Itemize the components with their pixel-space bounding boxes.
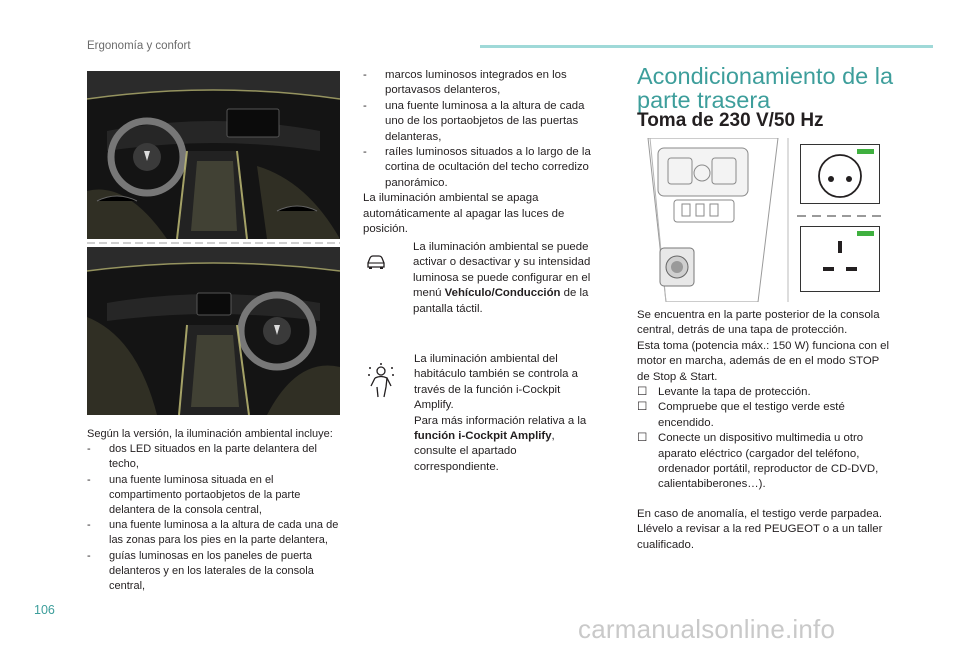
watermark: carmanualsonline.info [578,614,836,644]
anomaly-paragraph: En caso de anomalía, el testigo verde parpadea. [637,507,883,520]
ambient-intro: Según la versión, la iluminación ambiental incluye: [87,428,333,440]
list-item: - dos LED situados en la parte delantera del techo, [87,442,345,472]
service-paragraph: Llévelo a revisar a la red PEUGEOT o a un taller cualificado. [637,523,883,551]
person-icon [366,362,396,400]
socket-separator [797,215,883,217]
function-i-cockpit-amplify: función i-Cockpit Amplify [414,430,552,443]
menu-vehicle: Vehículo [444,287,492,300]
rear-console-illustration [638,138,790,302]
list-item: - guías luminosas en los paneles de puerta delanteros y en los laterales de la consola central, [87,549,345,595]
list-item: - una fuente luminosa situada en el compartimento portaobjetos de la parte delantera de la consola central, [87,473,345,519]
list-item: - raíles luminosos situados a lo largo de la cortina de ocultación del techo corredizo panorámico. [363,145,603,191]
subsection-title: Toma de 230 V/50 Hz [637,110,824,131]
step-item: ☐ Conecte un dispositivo multimedia u otro aparato eléctrico (cargador del teléfono, ordenador portátil, reproductor de CD-DVD, calientabiberones…). [637,432,879,491]
middle-column-text [363,68,603,237]
step-item: ☐ Compruebe que el testigo verde esté encendido. [637,401,845,429]
socket-steps [637,385,893,493]
menu-driving: Conducción [494,287,561,300]
section-title: Acondicionamiento de la parte trasera [637,63,894,113]
cockpit-photo-bottom [87,247,340,415]
step-marker-icon: ☐ [637,386,648,399]
ambient-off-paragraph: La iluminación ambiental se apaga automáticamente al apagar las luces de posición. [363,192,565,236]
car-icon [365,252,387,272]
green-led-indicator [857,231,874,236]
step-item: ☐ Levante la tapa de protección. [637,385,893,400]
step-marker-icon: ☐ [637,432,648,445]
list-item: - una fuente luminosa a la altura de cada una de las zonas para los pies en la parte delantera, [87,518,345,548]
step-marker-icon: ☐ [637,401,648,414]
left-column-text [87,427,345,594]
cockpit-photo-top [87,71,340,239]
right-column-text [637,308,893,553]
list-item: - una fuente luminosa a la altura de cada uno de los portaobjetos de las puertas delanteras, [363,99,603,145]
header-bar [480,45,933,48]
ambient-list-left [87,442,345,594]
socket-flat-pins [800,226,880,292]
socket-round-pins [800,144,880,204]
section-header: Ergonomía y confort [87,40,191,52]
page-number: 106 [34,603,55,617]
photo-separator [87,242,340,244]
note-i-cockpit: La iluminación ambiental del habitáculo también se controla a través de la función i-Cockpit Amplify. Para más información relativa a la función i-Cockpit Amplify, consulte el apartado correspondiente. [414,353,587,473]
list-item: - marcos luminosos integrados en los portavasos delanteros, [363,68,603,99]
ambient-list-middle [363,68,603,191]
socket-power: Esta toma (potencia máx.: 150 W) funciona con el motor en marcha, además de en el modo STOP de Stop & Start. [637,339,889,383]
note-menu-config: La iluminación ambiental se puede activar o desactivar y su intensidad luminosa se puede configurar en el menú Vehículo/Conducción de la pantalla táctil. [413,241,591,315]
socket-location: Se encuentra en la parte posterior de la consola central, detrás de una tapa de protección. [637,309,880,337]
